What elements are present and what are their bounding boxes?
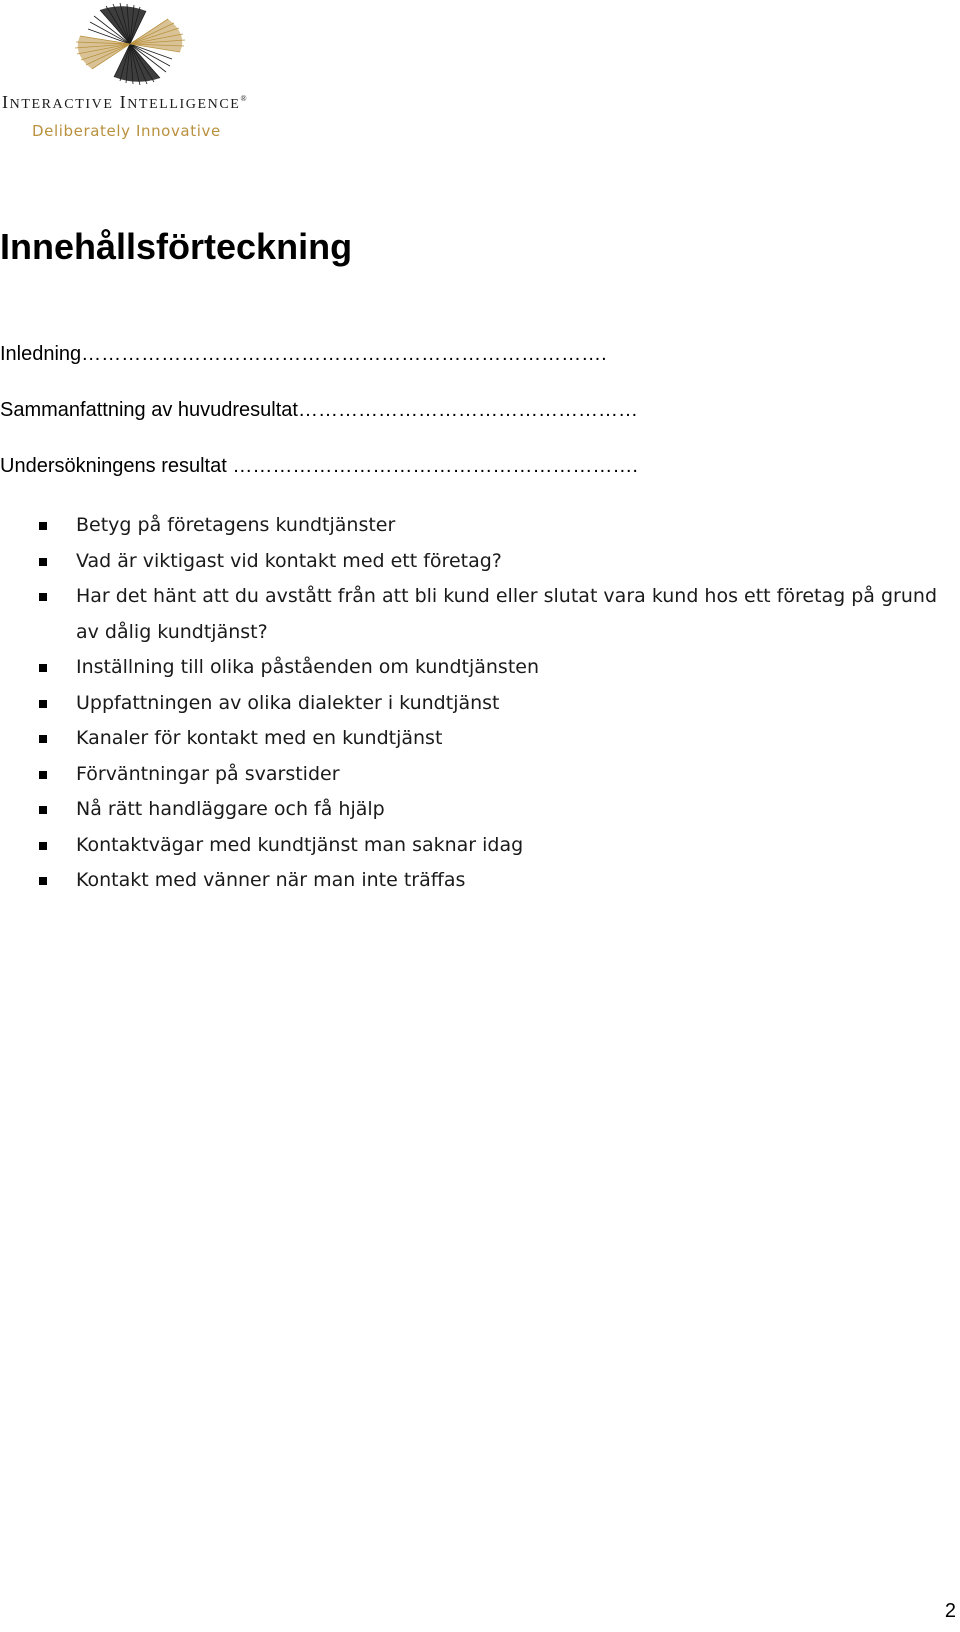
list-item: Har det hänt att du avstått från att bli kund eller slutat vara kund hos ett företag på grund av dålig kundtjänst? — [0, 579, 960, 650]
list-item: Förväntningar på svarstider — [0, 757, 960, 793]
square-bullet-icon — [39, 735, 47, 743]
toc-sub-list — [0, 508, 960, 899]
list-item: Inställning till olika påståenden om kundtjänsten — [0, 650, 960, 686]
logo-tagline: Deliberately Innovative — [32, 122, 221, 140]
list-item: Vad är viktigast vid kontakt med ett företag? — [0, 544, 960, 580]
square-bullet-icon — [39, 877, 47, 885]
toc-entry-inledning: Inledning……………………………………………………………………. — [0, 343, 607, 365]
square-bullet-icon — [39, 522, 47, 530]
list-item: Kanaler för kontakt med en kundtjänst — [0, 721, 960, 757]
logo-wordmark: INTERACTIVE INTELLIGENCE® — [2, 92, 249, 112]
page-title: Innehållsförteckning — [0, 226, 353, 267]
square-bullet-icon — [39, 842, 47, 850]
company-logo — [0, 0, 270, 150]
logo-emblem-icon — [60, 2, 200, 86]
list-item: Kontaktvägar med kundtjänst man saknar idag — [0, 828, 960, 864]
list-item: Kontakt med vänner när man inte träffas — [0, 863, 960, 899]
square-bullet-icon — [39, 806, 47, 814]
square-bullet-icon — [39, 664, 47, 672]
page-number: 2 — [944, 1600, 956, 1622]
toc-entry-undersokningens-resultat: Undersökningens resultat ……………………………………………………. — [0, 455, 638, 477]
toc-entry-sammanfattning: Sammanfattning av huvudresultat…………………………………………… — [0, 399, 638, 421]
square-bullet-icon — [39, 593, 47, 601]
square-bullet-icon — [39, 700, 47, 708]
list-item: Uppfattningen av olika dialekter i kundtjänst — [0, 686, 960, 722]
square-bullet-icon — [39, 771, 47, 779]
list-item: Nå rätt handläggare och få hjälp — [0, 792, 960, 828]
list-item: Betyg på företagens kundtjänster — [0, 508, 960, 544]
square-bullet-icon — [39, 558, 47, 566]
